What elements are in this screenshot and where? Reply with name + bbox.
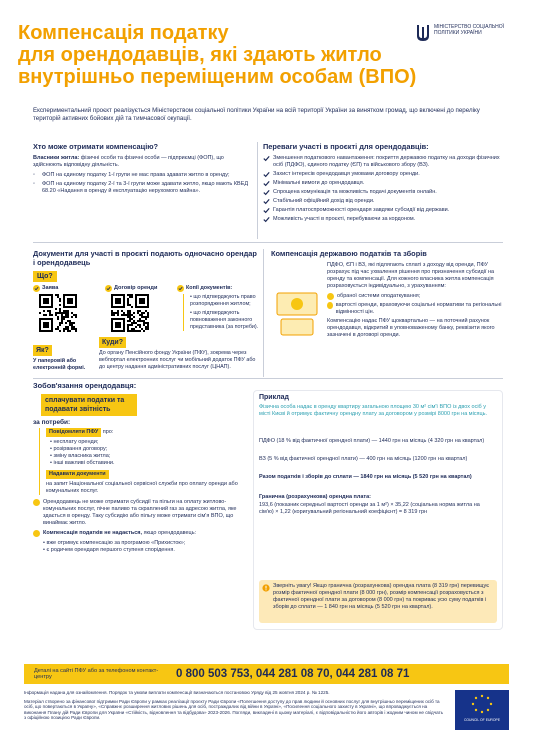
title-line-3: внутрішньо переміщеним особам (ВПО)	[18, 66, 417, 88]
example-limit-title: Гранична (розрахункова) орендна плата:	[259, 494, 371, 500]
how-text: У паперовій або електронній формі.	[33, 358, 86, 371]
check-icon	[263, 198, 270, 205]
fine-print	[24, 690, 444, 721]
contact-phones[interactable]: 0 800 503 753, 044 281 08 70, 044 281 08 71	[176, 668, 410, 680]
note-no-compensation: Компенсація податків не надається, якщо орендодавець:	[33, 530, 239, 537]
benefit-item: Можливість участі в проєкті, перебуваючи за кордоном.	[263, 216, 503, 223]
what-tab: Що?	[33, 271, 57, 282]
title-line-2: для орендодавців, які здають житло	[18, 44, 382, 66]
bullet-icon: ◦	[33, 172, 36, 178]
vertical-divider	[263, 249, 264, 377]
doc-contract: Договір оренди	[105, 285, 157, 292]
compensation-item: обраної системи оподаткування;	[327, 293, 503, 300]
benefit-item: Стабільний офіційний дохід від оренди.	[263, 198, 503, 205]
example-card	[253, 390, 503, 630]
doc-application: Заява	[33, 285, 58, 292]
example-vz: ВЗ (5 % від фактичної орендної плати) — 400 грн на місяць (1200 грн на квартал)	[259, 456, 468, 462]
obligations-section: Зобов'язання орендодавця: сплачувати податки та подавати звітність за потреби: Повідомляти ПФУ про: • несплату оренди; • розірвання договору; • зміну власника житла; • інші важливі обставини. Надавати документи на запит Національної соціальної сервісної служби про оплату оренди або комунальних послуг. Орендодавець не може отримати субсидії та пільги на оплату житлово-комунальних послуг, пічне паливо та скраплений газ за адресою житла, яке здається в оренду. Таку субсидію або пільгу може отримати сім'я ВПО, що винаймає житло. Компенсація податків не надається, якщо орендодавець: • вже отримує компенсацію за програмою «Прихисток»; • є родичем орендаря першого ступеня спорідення.	[33, 381, 238, 553]
where-text: До органу Пенсійного фонду України (ПФУ), зокрема через вебпортал електронних послуг чи мобільний додаток ПФУ або до центру надання адміністративних послуг (ЦНАП).	[99, 350, 256, 370]
qr-code-contract[interactable]	[111, 294, 149, 332]
fine-print-2: Матеріал створено за фінансової підтримки Ради Європи у рамках реалізації проєкту Ради Європи «Полегшення доступу до прав людини й основних послуг для внутрішньо переміщених осіб та осіб, що повертаються в Україну», «Справжнє розширення житлових рішень для осіб, постраждалих від війни в Україні», «Посилення соціального захисту в Україні», що впроваджується на виконання Плану дій Ради Європи для України «Стійкість, відновлення та відбудова» 2023-2026. Погляди, викладені в цьому матеріалі, є відповідальністю його авторів і жодним чином не свідчать з офіційною позицією Ради Європи.	[24, 698, 444, 721]
no-compensation-item: • є родичем орендаря першого ступеня спорідення.	[43, 547, 175, 553]
ministry-name: МІНІСТЕРСТВО СОЦІАЛЬНОЇ ПОЛІТИКИ УКРАЇНИ	[434, 24, 504, 36]
fop-item-2: ◦ ФОП на єдиному податку 2-ї та 3-ї групи може здавати житло, якщо мають КВЕД 68.20 «Надання в оренду й експлуатацію нерухомого майна».	[33, 181, 249, 194]
example-limit-text: 193,6 (показник середньої вартості оренди за 1 м²) × 35,22 (соціальна норма житла на сім'ю) × 1,22 (коригувальний регіональний коефіцієнт) = 8 319 грн	[259, 502, 480, 515]
check-icon	[263, 216, 270, 223]
divider	[33, 242, 503, 243]
copies-item: • що підтверджують право розпорядження житлом;	[190, 294, 256, 307]
check-icon	[263, 189, 270, 196]
docs-title: Документи для участі в проєкті подають одночасно орендар і орендодавець	[33, 249, 257, 267]
benefit-item: Спрощена комунікація та можливість подачі документів онлайн.	[263, 189, 503, 196]
notify-item: • розірвання договору;	[50, 446, 108, 452]
compensation-p1: ПДФО, ЄП і ВЗ, які підлягають сплаті з доходу від оренди, ПФУ розрахує під час ухвалення рішення про призначення субсидії на оренду та компенсації. Для кожного власника житла компенсація розраховується індивідуально, з урахуванням:	[327, 262, 495, 289]
how-block	[33, 345, 91, 372]
benefits-section	[263, 142, 503, 225]
ministry-logo	[416, 24, 508, 42]
owners-label: Власники житла:	[33, 155, 80, 161]
who-title: Хто може отримати компенсацію?	[33, 142, 159, 151]
compensation-item: вартості оренди, враховуючи соціальні нормативи та регіональні відмінності цін.	[327, 302, 503, 316]
where-block	[99, 337, 257, 371]
trident-icon	[416, 24, 430, 42]
coe-name: COUNCIL OF EUROPE	[463, 718, 501, 722]
council-of-europe-logo	[455, 690, 509, 730]
check-icon	[177, 285, 184, 292]
contact-label: Деталі на сайті ПФУ або за телефоном контакт-центру	[34, 668, 159, 680]
intro-text: Експериментальний проєкт реалізується Міністерством соціальної політики України на всій території України за винятком громад, що включені до переліку територій активних бойових дій та тимчасової окупації.	[33, 107, 480, 122]
no-compensation-item: • вже отримує компенсацію за програмою «Прихисток»;	[43, 540, 186, 546]
check-icon	[327, 293, 334, 300]
copies-item: • що підтверджують повноваження законного представника (за потреби).	[190, 310, 259, 330]
benefit-item: Гарантія платоспроможності орендаря завдяки субсидії від держави.	[263, 207, 503, 214]
check-icon	[33, 530, 40, 537]
check-icon	[263, 207, 270, 214]
pay-taxes-box: сплачувати податки та подавати звітність	[41, 394, 137, 416]
contact-bar	[24, 664, 509, 684]
qr-code-application[interactable]	[39, 294, 77, 332]
stars-icon	[467, 693, 497, 717]
title-line-1: Компенсація податку	[18, 22, 229, 44]
vertical-divider	[257, 142, 258, 239]
notify-item: • інші важливі обставини.	[50, 460, 115, 466]
divider	[33, 378, 503, 379]
owners-text: фізичні особи та фізичні особи — підприємці (ФОП), що здійснюють відповідну діяльність.	[33, 155, 224, 168]
where-tab: Куди?	[99, 337, 126, 348]
documents-section	[33, 249, 259, 377]
submit-docs-text: на запит Національної соціальної сервісної служби про оплату оренди або комунальних послуг.	[46, 481, 238, 494]
fine-print-1: Інформація надана для ознайомлення. Порядок та умови виплати компенсації визначаються постановою Уряду від 25 жовтня 2024 р. № 1225.	[24, 690, 330, 695]
warning-box	[259, 580, 497, 623]
who-section	[33, 142, 253, 197]
example-total: Разом податків і зборів до сплати — 1840 грн на місяць (5 520 грн на квартал)	[259, 474, 472, 480]
notify-item: • несплату оренди;	[50, 439, 99, 445]
note-subsidy: Орендодавець не може отримати субсидії та пільги на оплату житлово-комунальних послуг, пічне паливо та скраплений газ за адресою житла, яке здається в оренду. Таку субсидію або пільгу може отримати сім'я ВПО, що винаймає житло.	[33, 499, 239, 527]
bullet-icon: ◦	[33, 181, 36, 187]
benefit-item: Захист інтересів орендодавця умовами договору оренди.	[263, 171, 503, 178]
check-icon	[105, 285, 112, 292]
benefits-title: Переваги участі в проєкті для орендодавців:	[263, 142, 429, 151]
owners-paragraph	[33, 155, 253, 169]
benefit-item: Мінімальні вимоги до орендодавця.	[263, 180, 503, 187]
check-icon	[33, 285, 40, 292]
notify-item: • зміну власника житла;	[50, 453, 111, 459]
example-intro: Фізична особа надає в оренду квартиру загальною площею 30 м² сім'ї ВПО із двох осіб у місті Києві й отримує фактичну орендну плату за договором у розмірі 8000 грн на місяць.	[259, 404, 488, 417]
submit-docs-box: Надавати документи	[46, 470, 109, 479]
compensation-section	[271, 249, 503, 342]
doc-copies: Копії документів: • що підтверджують право розпорядження житлом; • що підтверджують повноваження законного представника (за потреби).	[177, 285, 267, 331]
benefit-item: Зменшення податкового навантаження: покриття державою податку на доходи фізичних осіб (ПДФО), єдиного податку (ЄП) та військового збору (ВЗ).	[263, 155, 503, 169]
warning-icon	[262, 584, 270, 595]
fop-item-1: ◦ ФОП на єдиному податку 1-ї групи не мас права здавати житло в оренду;	[33, 172, 230, 178]
example-title: Приклад	[259, 394, 289, 401]
check-icon	[263, 155, 270, 162]
notify-pfu-box: Повідомляти ПФУ	[46, 428, 101, 437]
obligations-title: Зобов'язання орендодавця:	[33, 381, 137, 390]
check-icon	[33, 499, 40, 506]
check-icon	[263, 180, 270, 187]
check-icon	[263, 171, 270, 178]
compensation-title: Компенсація державою податків та зборів	[271, 249, 427, 258]
how-tab: Як?	[33, 345, 52, 356]
example-pdfo: ПДФО (18 % від фактичної орендної плати) — 1440 грн на місяць (4 320 грн на квартал)	[259, 438, 485, 444]
on-request-label: за потреби:	[33, 419, 71, 426]
check-icon	[327, 302, 333, 309]
money-illustration	[271, 273, 323, 343]
compensation-p2: Компенсацію надає ПФУ щоквартально — на поточний рахунок орендодавця, відкритий в уповноваженому банку, реквізити якого зазначені в договорі оренди.	[327, 318, 495, 338]
warning-text: Зверніть увагу! Якщо гранична (розрахункова) орендна плата (8 319 грн) перевищує розмір фактичної орендної плати (8 000 грн), розмір компенсації розраховується з фактичної орендної плати за договором (8 000 грн) та покриває усю суму податків і зборів до сплати — 1 840 грн на місяць (5 520 грн на квартал).	[273, 583, 490, 610]
